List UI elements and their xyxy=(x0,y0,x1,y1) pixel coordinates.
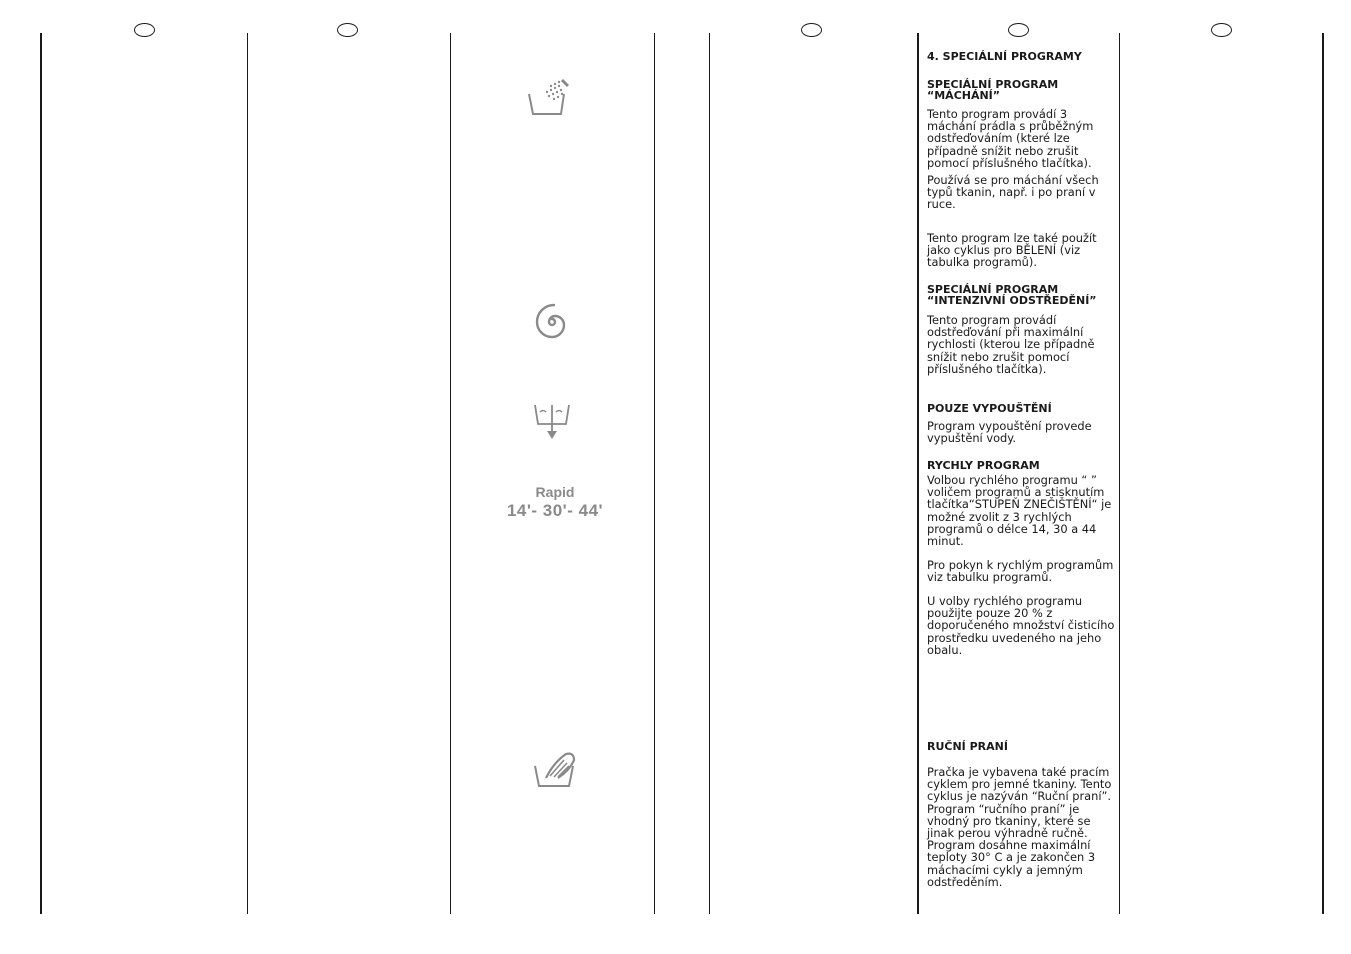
rinse-paragraph: Tento program provádí 3 máchání prádla s průběžným odstřeďováním (které lze případně snížit nebo zrušit pomocí příslušného tlačítka). xyxy=(927,107,1094,170)
page-marker-oval xyxy=(134,23,155,37)
quick-paragraph: Pro pokyn k rychlým programům viz tabulku programů. xyxy=(927,558,1114,585)
column-rule xyxy=(654,33,655,914)
spin-heading xyxy=(927,285,1117,306)
drain-paragraph: Program vypouštění provede vypuštění vody. xyxy=(927,419,1092,446)
page-marker-oval xyxy=(1008,23,1029,37)
page-marker-oval xyxy=(801,23,822,37)
rapid-title: Rapid xyxy=(535,484,575,500)
hand-wash-heading: RUČNÍ PRANÍ xyxy=(927,740,1008,753)
rinse-heading-line: “MÁCHÁNÍ” xyxy=(927,88,1001,102)
spin-heading-line: SPECIÁLNÍ PROGRAM xyxy=(927,283,1059,296)
spin-icon xyxy=(531,301,573,343)
drain-heading: POUZE VYPOUŠTĚNÍ xyxy=(927,402,1052,415)
hand-wash-paragraph: Pračka je vybavena také pracím cyklem pro jemné tkaniny. Tento cyklus je nazýván “Ruční praní”. Program “ručního praní” je vhodný pro tkaniny, které se jinak perou výhradně ručně. Program dosáhne maximální teploty 30° C a je zakončen 3 máchacími cykly a jemným odstředěním. xyxy=(927,765,1112,889)
page-marker-oval xyxy=(337,23,358,37)
hand-wash-icon xyxy=(532,748,578,790)
rinse-heading xyxy=(927,80,1117,101)
column-rule xyxy=(1119,33,1120,914)
column-rule xyxy=(450,33,451,914)
rinse-heading-line: SPECIÁLNÍ PROGRAM xyxy=(927,78,1059,91)
column-rule xyxy=(40,33,42,914)
quick-paragraph: U volby rychlého programu použijte pouze 20 % z doporučeného množství čisticího prostředku uvedeného na jeho obalu. xyxy=(927,594,1115,657)
quick-heading: RYCHLY PROGRAM xyxy=(927,459,1040,472)
spin-paragraph: Tento program provádí odstřeďování při maximální rychlosti (kterou lze případně snížit nebo zrušit pomocí příslušného tlačítka). xyxy=(927,313,1095,376)
section-title: 4. SPECIÁLNÍ PROGRAMY xyxy=(927,50,1082,63)
drain-icon xyxy=(532,402,572,442)
column-rule xyxy=(917,33,919,914)
column-rule xyxy=(247,33,248,914)
spin-heading-line: “INTENZIVNÍ ODSTŘEDĚNÍ” xyxy=(927,293,1097,307)
rapid-times: 14'- 30'- 44' xyxy=(506,501,604,520)
rapid-program-label xyxy=(500,484,610,522)
page-marker-oval xyxy=(1211,23,1232,37)
quick-paragraph: Volbou rychlého programu “ ” voličem programů a stisknutím tlačítka“STUPEŇ ZNEČIŠTĚNÍ“ je možné zvolit z 3 rychlých programů o délce 14, 30 a 44 minut. xyxy=(927,473,1112,549)
rinse-paragraph: Tento program lze také použít jako cyklus pro BĚLENÍ (viz tabulka programů). xyxy=(927,231,1097,270)
column-rule xyxy=(1322,33,1324,914)
column-rule xyxy=(709,33,710,914)
rinse-paragraph: Používá se pro máchání všech typů tkanin, např. i po praní v ruce. xyxy=(927,173,1099,212)
rinse-icon xyxy=(526,78,570,118)
